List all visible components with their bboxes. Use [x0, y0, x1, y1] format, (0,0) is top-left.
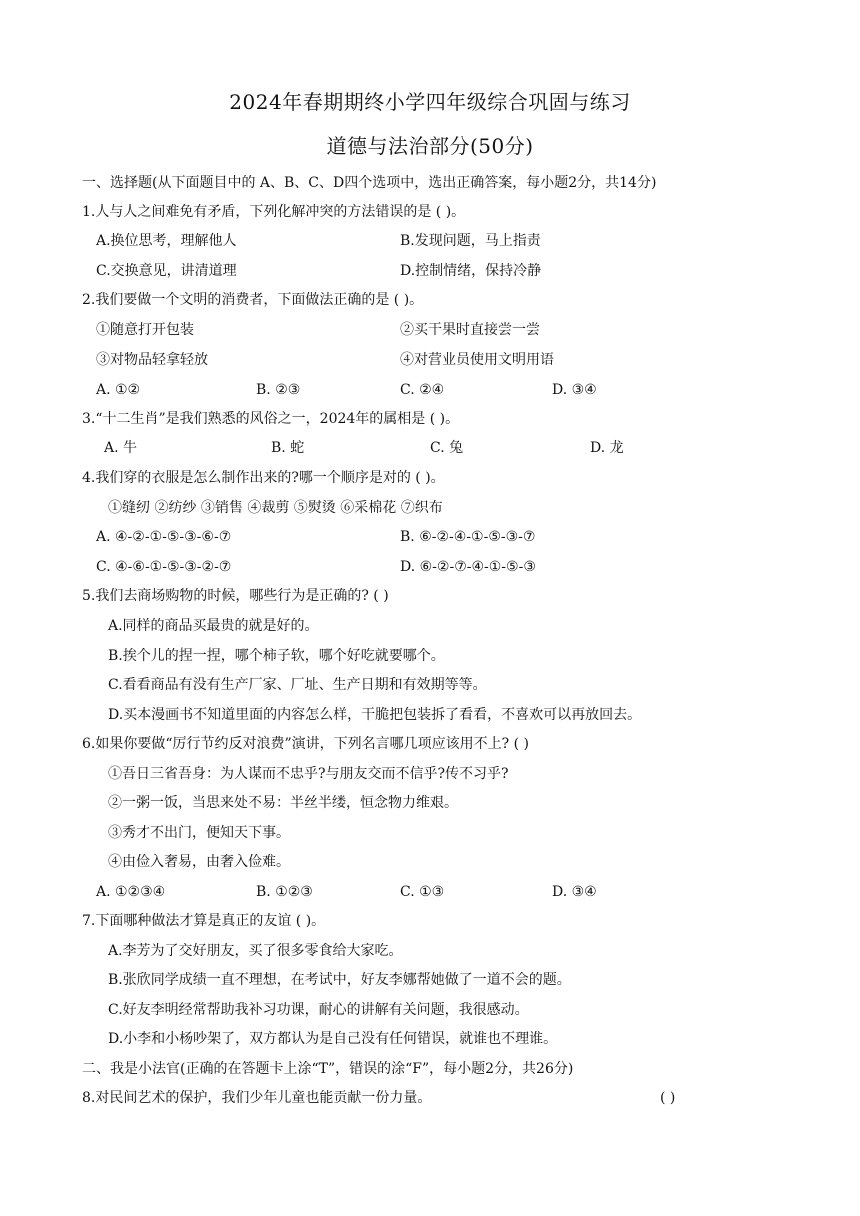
section-1-heading: 一、选择题(从下面题目中的 A、B、C、D四个选项中，选出正确答案，每小题2分，共14分)	[82, 175, 657, 191]
question-4-option-c: C. ④-⑥-①-⑤-③-②-⑦	[96, 559, 232, 575]
page-title: 2024年春期期终小学四年级综合巩固与练习	[229, 90, 631, 114]
question-8-stem: 8.对民间艺术的保护，我们少年儿童也能贡献一份力量。	[82, 1090, 432, 1106]
question-3-option-c: C. 兔	[430, 440, 464, 456]
question-6-item-2: ②一粥一饭，当思来处不易：半丝半缕，恒念物力维艰。	[108, 795, 458, 811]
question-1-option-d: D.控制情绪，保持冷静	[400, 263, 542, 279]
question-6-item-4: ④由俭入奢易，由奢入俭难。	[108, 854, 290, 870]
question-7-option-d: D.小李和小杨吵架了，双方都认为是自己没有任何错误，就谁也不理谁。	[108, 1031, 558, 1047]
question-5-option-a: A.同样的商品买最贵的就是好的。	[108, 618, 319, 634]
question-3-option-b: B. 蛇	[271, 440, 305, 456]
question-4-items: ①缝纫 ②纺纱 ③销售 ④裁剪 ⑤熨烫 ⑥采棉花 ⑦织布	[108, 500, 443, 516]
section-2-heading: 二、我是小法官(正确的在答题卡上涂“T”，错误的涂“F”，每小题2分，共26分)	[82, 1061, 574, 1077]
question-6-item-1: ①吾日三省吾身：为人谋而不忠乎?与朋友交而不信乎?传不习乎?	[108, 766, 509, 782]
question-6-option-d: D. ③④	[552, 884, 597, 900]
question-6-option-a: A. ①②③④	[96, 884, 166, 900]
question-7-option-a: A.李芳为了交好朋友，买了很多零食给大家吃。	[108, 943, 403, 959]
page-subtitle: 道德与法治部分(50分)	[326, 134, 534, 158]
question-4-stem: 4.我们穿的衣服是怎么制作出来的?哪一个顺序是对的 ( )。	[82, 470, 445, 486]
question-1-option-a: A.换位思考，理解他人	[96, 233, 237, 249]
question-2-stem: 2.我们要做一个文明的消费者，下面做法正确的是 ( )。	[82, 292, 424, 308]
question-2-option-b: B. ②③	[256, 382, 301, 398]
question-2-item-1: ①随意打开包装	[96, 322, 194, 338]
question-6-stem: 6.如果你要做“厉行节约反对浪费”演讲，下列名言哪几项应该用不上? ( )	[82, 736, 530, 752]
question-7-option-b: B.张欣同学成绩一直不理想，在考试中，好友李娜帮她做了一道不会的题。	[108, 972, 571, 988]
question-6-option-c: C. ①③	[400, 884, 445, 900]
question-4-option-b: B. ⑥-②-④-①-⑤-③-⑦	[400, 529, 536, 545]
question-5-option-b: B.挨个儿的捏一捏，哪个柿子软，哪个好吃就要哪个。	[108, 648, 445, 664]
question-2-item-3: ③对物品轻拿轻放	[96, 352, 208, 368]
question-3-option-a: A. 牛	[104, 440, 138, 456]
question-3-option-d: D. 龙	[590, 440, 624, 456]
question-4-option-d: D. ⑥-②-⑦-④-①-⑤-③	[400, 559, 536, 575]
question-7-option-c: C.好友李明经常帮助我补习功课，耐心的讲解有关问题，我很感动。	[108, 1002, 529, 1018]
question-2-option-d: D. ③④	[552, 382, 597, 398]
question-6-item-3: ③秀才不出门，便知天下事。	[108, 825, 290, 841]
question-5-option-d: D.买本漫画书不知道里面的内容怎么样，干脆把包装拆了看看，不喜欢可以再放回去。	[108, 707, 642, 723]
question-6-option-b: B. ①②③	[256, 884, 313, 900]
question-2-item-4: ④对营业员使用文明用语	[400, 352, 554, 368]
question-4-option-a: A. ④-②-①-⑤-③-⑥-⑦	[96, 529, 232, 545]
question-2-option-c: C. ②④	[400, 382, 445, 398]
question-3-stem: 3.“十二生肖”是我们熟悉的风俗之一，2024年的属相是 ( )。	[82, 411, 460, 427]
question-2-option-a: A. ①②	[96, 382, 141, 398]
question-5-option-c: C.看看商品有没有生产厂家、厂址、生产日期和有效期等等。	[108, 677, 487, 693]
question-1-stem: 1.人与人之间难免有矛盾，下列化解冲突的方法错误的是 ( )。	[82, 204, 466, 220]
question-8-answer-blank[interactable]: ( )	[660, 1090, 676, 1106]
question-1-option-c: C.交换意见，讲清道理	[96, 263, 237, 279]
question-7-stem: 7.下面哪种做法才算是真正的友谊 ( )。	[82, 913, 326, 929]
question-5-stem: 5.我们去商场购物的时候，哪些行为是正确的? ( )	[82, 588, 389, 604]
question-1-option-b: B.发现问题，马上指责	[400, 233, 541, 249]
question-2-item-2: ②买干果时直接尝一尝	[400, 322, 540, 338]
